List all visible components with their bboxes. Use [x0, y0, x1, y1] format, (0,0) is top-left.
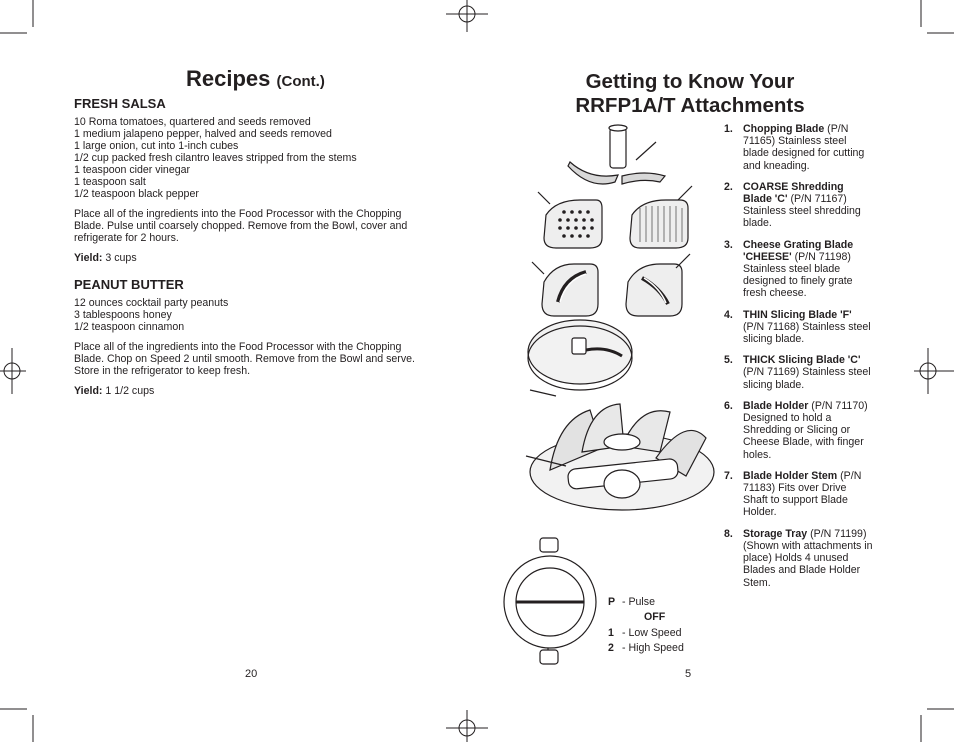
attachment-list: [724, 123, 874, 598]
item-detail: (P/N 71183) Fits over Drive Shaft to support Blade Holder.: [743, 469, 862, 519]
ingredient: 12 ounces cocktail party peanuts: [74, 297, 229, 309]
registration-mark-left: [0, 348, 26, 394]
legend-row: [608, 625, 684, 641]
item-name: Storage Tray: [743, 527, 808, 540]
item-number: 4.: [724, 308, 733, 321]
cheese-grating-blade-icon: [630, 186, 692, 248]
item-name: Blade Holder Stem: [743, 469, 838, 482]
list-item: [724, 309, 874, 346]
control-legend: [608, 594, 684, 656]
item-detail: (P/N 71198) Stainless steel blade designed to finely grate fresh cheese.: [743, 250, 853, 300]
yield-value: 3 cups: [105, 252, 137, 264]
list-item: [724, 123, 874, 172]
list-item: [724, 400, 874, 461]
ingredient-list: [74, 297, 434, 333]
thin-slicing-blade-icon: [532, 262, 598, 316]
list-item: [724, 181, 874, 230]
control-dial-icon: [504, 538, 596, 664]
item-name: Cheese Grating Blade 'CHEESE': [743, 238, 854, 263]
item-name: Chopping Blade: [743, 123, 825, 135]
ingredient: 1 medium jalapeno pepper, halved and seeds removed: [74, 128, 332, 140]
legend-label: OFF: [644, 611, 666, 624]
ingredient: 1/2 teaspoon black pepper: [74, 188, 199, 200]
legend-label: - Pulse: [622, 595, 655, 608]
page-title-recipes: [186, 66, 325, 92]
item-detail: (P/N 71165) Stainless steel blade designed for cutting and kneading.: [743, 123, 865, 172]
ingredient: 3 tablespoons honey: [74, 309, 172, 321]
ingredient: 1 teaspoon cider vinegar: [74, 164, 191, 176]
item-number: 2.: [724, 180, 733, 193]
chopping-blade-icon: [568, 125, 665, 184]
item-number: 3.: [724, 238, 733, 251]
recipe-yield: [74, 385, 434, 397]
item-number: 8.: [724, 527, 733, 540]
legend-row: [608, 610, 684, 626]
registration-mark-top: [446, 0, 488, 32]
page-number-right: 5: [685, 668, 692, 680]
recipe-heading: PEANUT BUTTER: [74, 277, 184, 292]
legend-label: - High Speed: [622, 642, 684, 655]
page-title-attachments: [490, 70, 890, 118]
item-number: 5.: [724, 354, 733, 367]
recipes-column: [74, 98, 434, 397]
item-detail: (P/N 71170) Designed to hold a Shredding or Slicing or Cheese Blade, with finger holes.: [743, 399, 868, 461]
coarse-shredding-blade-icon: [538, 192, 602, 248]
yield-label: Yield:: [74, 252, 103, 264]
ingredient: 10 Roma tomatoes, quartered and seeds removed: [74, 116, 311, 128]
legend-label: - Low Speed: [622, 626, 682, 639]
thick-slicing-blade-icon: [626, 254, 690, 316]
list-item: [724, 470, 874, 519]
legend-key: 2: [608, 642, 614, 655]
item-name: THICK Slicing Blade 'C': [743, 354, 861, 367]
item-name: THIN Slicing Blade 'F': [743, 308, 852, 321]
list-item: [724, 528, 874, 589]
recipe-heading: FRESH SALSA: [74, 96, 166, 111]
recipe-yield: [74, 252, 434, 264]
item-detail: (P/N 71168) Stainless steel slicing blade.: [743, 320, 871, 346]
item-number: 7.: [724, 469, 733, 482]
recipe-directions: Place all of the ingredients into the Food Processor with the Chopping Blade. Chop on Speed 2 until smooth. Remove from the Bowl and serve. Store in the refrigerator to keep fresh.: [74, 341, 415, 377]
registration-mark-right: [914, 348, 954, 394]
page-number-left: 20: [245, 668, 258, 680]
registration-mark-bottom: [446, 710, 488, 742]
list-item: [724, 354, 874, 391]
item-name: COARSE Shredding Blade 'C': [743, 180, 844, 206]
item-number: 6.: [724, 399, 733, 412]
item-detail: (P/N 71199) (Shown with attachments in place) Holds 4 unused Blades and Blade Holder Stem.: [743, 527, 873, 589]
ingredient-list: [74, 116, 434, 200]
recipe-peanut-butter: [74, 279, 434, 397]
title-main: Recipes: [186, 66, 271, 91]
legend-key: P: [608, 595, 616, 608]
ingredient: 1 teaspoon salt: [74, 176, 146, 188]
item-detail: (P/N 71167) Stainless steel shredding blade.: [743, 193, 861, 230]
ingredient: 1 large onion, cut into 1-inch cubes: [74, 140, 239, 152]
ingredient: 1/2 cup packed fresh cilantro leaves stripped from the stems: [74, 152, 357, 164]
list-item: [724, 239, 874, 300]
legend-key: 1: [608, 626, 614, 639]
item-name: Blade Holder: [743, 399, 809, 412]
item-number: 1.: [724, 123, 733, 135]
yield-label: Yield:: [74, 385, 103, 397]
title-line-1: Getting to Know Your: [585, 70, 795, 93]
item-detail: (P/N 71169) Stainless steel slicing blade.: [743, 366, 871, 391]
attachments-illustration: [510, 120, 725, 665]
ingredient: 1/2 teaspoon cinnamon: [74, 321, 185, 333]
storage-tray-icon: [526, 404, 714, 510]
legend-row: [608, 641, 684, 657]
yield-value: 1 1/2 cups: [105, 385, 155, 397]
title-suffix: (Cont.): [276, 73, 325, 90]
legend-row: [608, 594, 684, 610]
blade-holder-icon: [528, 320, 632, 396]
recipe-directions: Place all of the ingredients into the Food Processor with the Chopping Blade. Pulse until coarsely chopped. Remove from the Bowl, cover and refrigerate for 2 hours.: [74, 208, 408, 244]
recipe-fresh-salsa: [74, 98, 434, 264]
title-line-2: RRFP1A/T Attachments: [575, 94, 805, 117]
